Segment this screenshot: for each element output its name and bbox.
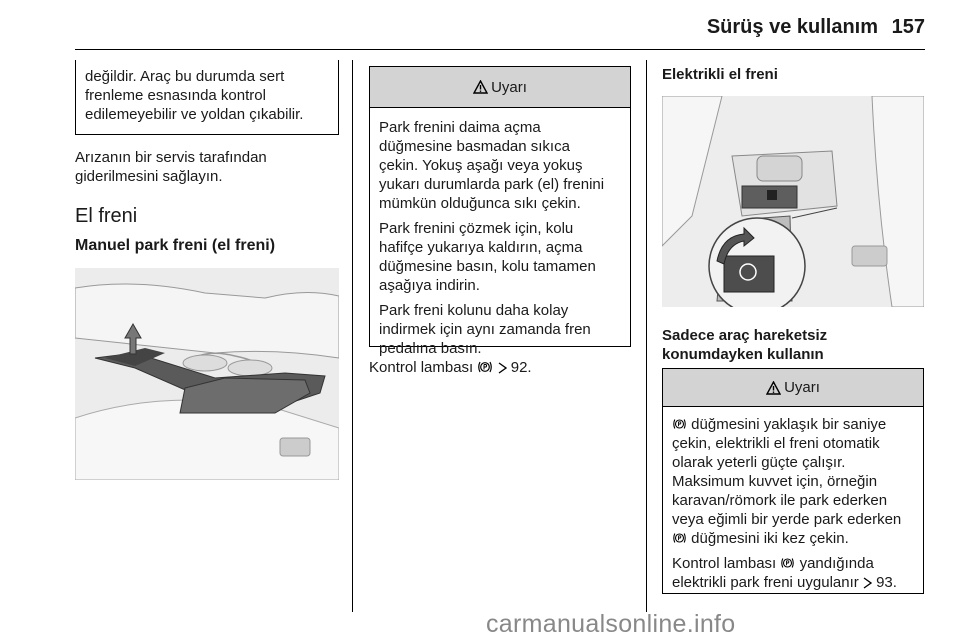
warning-body [370,108,630,358]
text-line: Kontrol lambası [672,555,777,572]
header-rule [75,49,925,50]
paragraph-line: giderilmesini sağlayın. [75,168,223,185]
paragraph-line: Arızanın bir servis tarafından [75,149,267,166]
text-line: yukarı durumlarda park (el) frenini [379,176,605,193]
box-line: edilemeyebilir ve yoldan çıkabilir. [85,106,304,123]
text-line: düğmesini yaklaşık bir saniye [691,416,887,433]
warning-box-electric [662,368,924,594]
page-ref: 93. [876,574,897,591]
note-line: Sadece araç hareketsiz [662,327,828,344]
handbrake-illustration [75,268,339,480]
text-line: düğmesine basın, kolu tamamen [379,258,596,275]
page-reference-icon [863,577,872,589]
text-line: Maksimum kuvvet için, örneğin [672,473,878,490]
text-line: düğmesine basmadan sıkıca [379,138,570,155]
stationary-note [662,326,827,364]
text-line: karavan/römork ile park ederken [672,492,888,509]
parking-brake-switch-icon [672,531,687,545]
warning-triangle-icon [473,80,488,94]
control-lamp-line [369,358,532,377]
electric-brake-title: Elektrikli el freni [662,66,778,83]
section-title: El freni [75,205,138,227]
column-divider-2 [646,60,647,612]
box-line: frenleme esnasında kontrol [85,87,266,104]
electric-brake-drawing [662,96,924,307]
electric-brake-illustration [662,96,924,307]
text-line: çekin, elektrikli el freni otomatik [672,435,880,452]
text-line: hafifçe yukarıya kaldırın, açma [379,239,583,256]
text-line: pedalına basın. [379,340,482,357]
warning-body [663,407,923,592]
warning-header [663,369,923,407]
text-line: çekin. Yokuş aşağı veya yokuş [379,157,583,174]
column-divider-1 [352,60,353,612]
text-line: elektrikli park freni uygulanır [672,574,859,591]
warning-title: Uyarı [491,78,527,96]
warning-paragraph-1 [672,415,914,548]
text-line: düğmesini iki kez çekin. [691,530,849,547]
box-line: değildir. Araç bu durumda sert [85,68,285,85]
warning-triangle-icon [766,381,781,395]
brake-lamp-icon [477,360,493,374]
text-line: veya eğimli bir yerde park ederken [672,511,902,528]
continued-warning-box [75,60,339,135]
warning-box-manual [369,66,631,357]
warning-paragraph-2 [379,219,621,295]
page-number: 157 [891,16,925,38]
control-text: Kontrol lambası [369,359,474,376]
text-line: yandığında [799,555,874,572]
text-line: indirmek için aynı zamanda fren [379,321,591,338]
warning-title: Uyarı [784,379,820,396]
subsection-title: Manuel park freni (el freni) [75,237,276,254]
page-reference-icon [498,362,507,374]
control-ref: 92. [510,359,532,376]
chapter-title: Sürüş ve kullanım [706,16,878,38]
note-line: konumdayken kullanın [662,346,824,363]
watermark: carmanualsonline.info [486,610,736,638]
parking-brake-switch-icon [672,417,687,431]
text-line: aşağıya indirin. [379,277,480,294]
service-paragraph [75,148,267,186]
text-line: mümkün olduğunca sıkı çekin. [379,195,581,212]
text-line: Park frenini çözmek için, kolu [379,220,574,237]
warning-paragraph-1 [379,118,621,213]
text-line: olarak yeterli güçte çalışır. [672,454,846,471]
text-line: Park freni kolunu daha kolay [379,302,569,319]
warning-header [370,67,630,108]
warning-paragraph-3 [379,301,621,358]
warning-paragraph-2 [672,554,914,592]
handbrake-drawing [75,268,339,480]
parking-brake-lamp-icon [780,556,795,570]
text-line: Park frenini daima açma [379,119,541,136]
